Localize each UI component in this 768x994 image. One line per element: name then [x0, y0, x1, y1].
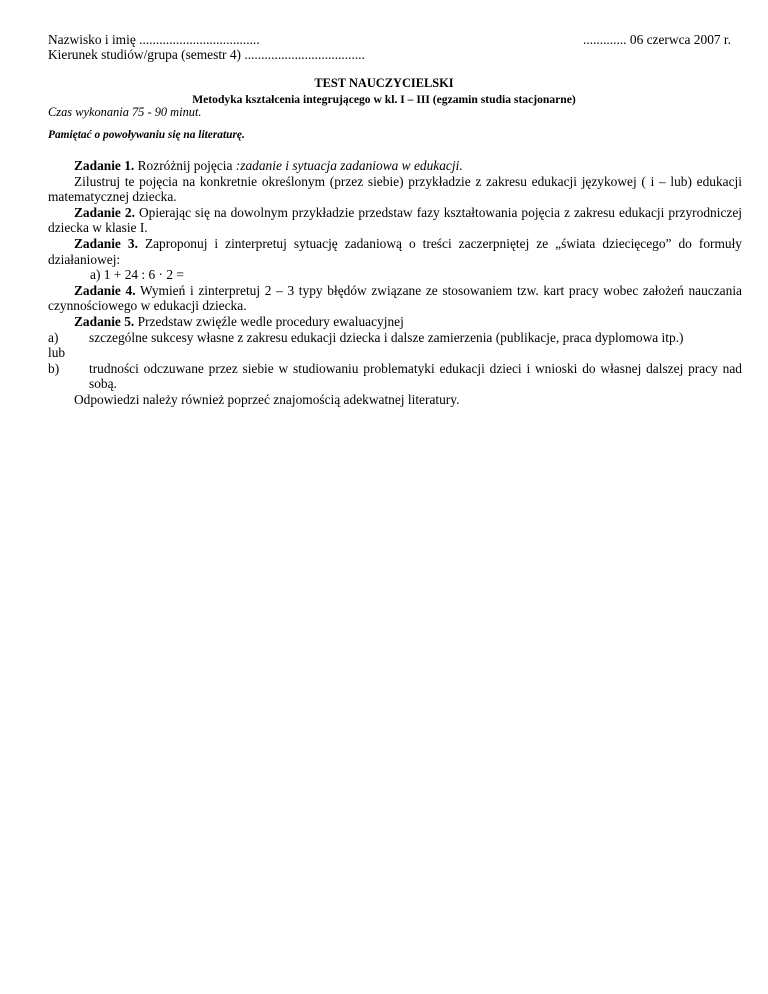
name-field-line: Nazwisko i imię ....................................: [48, 32, 260, 47]
task-2: [48, 205, 742, 236]
task-5-text: Przedstaw zwięźle wedle procedury ewaluacyjnej: [134, 313, 404, 329]
literature-reminder: Pamiętać o powoływaniu się na literaturę.: [48, 129, 245, 141]
task-5-label: Zadanie 5.: [74, 313, 135, 329]
page-subtitle: Metodyka kształcenia integrującego w kl. I – III (egzamin studia stacjonarne): [192, 93, 576, 106]
task-1-continuation: Zilustruj te pojęcia na konkretnie określonym (przez siebie) przykładzie z zakresu edukacji językowej ( i – lub) edukacji matematycznej dziecka.: [48, 173, 742, 205]
task-1-label: Zadanie 1.: [74, 158, 135, 173]
task-4: [48, 283, 742, 314]
tasks-section: [48, 158, 742, 408]
page-title: TEST NAUCZYCIELSKI: [314, 76, 454, 90]
option-a-text: szczególne sukcesy własne z zakresu edukacji dziecka i dalsze zamierzenia (publikacje, praca dyplomowa itp.): [89, 329, 684, 345]
task-5-option-a: [48, 330, 742, 346]
task-5-or: lub: [48, 345, 66, 361]
closing-note: Odpowiedzi należy również poprzeć znajomością adekwatnej literatury.: [74, 391, 460, 407]
task-4-text: Wymień i zinterpretuj 2 – 3 typy błędów związane ze stosowaniem tzw. kart pracy wobec założeń nauczania czynnościowego w edukacji dziecka.: [48, 282, 742, 314]
task-4-label: Zadanie 4.: [74, 282, 136, 298]
task-3-label: Zadanie 3.: [74, 235, 138, 251]
task-1-text: Rozróżnij pojęcia: [134, 158, 236, 173]
task-3: [48, 236, 742, 267]
task-3-text: Zaproponuj i zinterpretuj sytuację zadaniową o treści zaczerpniętej ze „świata dziecięcego” do formuły działaniowej:: [48, 235, 743, 267]
option-b-text: trudności odczuwane przez siebie w studiowaniu problematyki edukacji dzieci i wnioski do własnej dalszej pracy nad sobą.: [89, 360, 742, 392]
option-a-marker: a): [48, 329, 59, 345]
option-b-marker: b): [48, 360, 60, 376]
task-1: [48, 158, 742, 174]
task-5: [48, 314, 742, 330]
task-2-text: Opierając się na dowolnym przykładzie przedstaw fazy kształtowania pojęcia z zakresu edukacji przyrodniczej dziecka w klasie I.: [48, 204, 742, 236]
time-note: Czas wykonania 75 - 90 minut.: [48, 105, 202, 119]
task-3-formula: a) 1 + 24 : 6 · 2 =: [90, 267, 184, 283]
task-5-option-b: [48, 361, 742, 392]
field-of-study-line: Kierunek studiów/grupa (semestr 4) ....................................: [48, 47, 365, 62]
task-1-italic-terms: :zadanie i sytuacja zadaniowa w edukacji.: [235, 158, 463, 173]
task-2-label: Zadanie 2.: [74, 204, 135, 220]
date-line: ............. 06 czerwca 2007 r.: [583, 32, 731, 47]
